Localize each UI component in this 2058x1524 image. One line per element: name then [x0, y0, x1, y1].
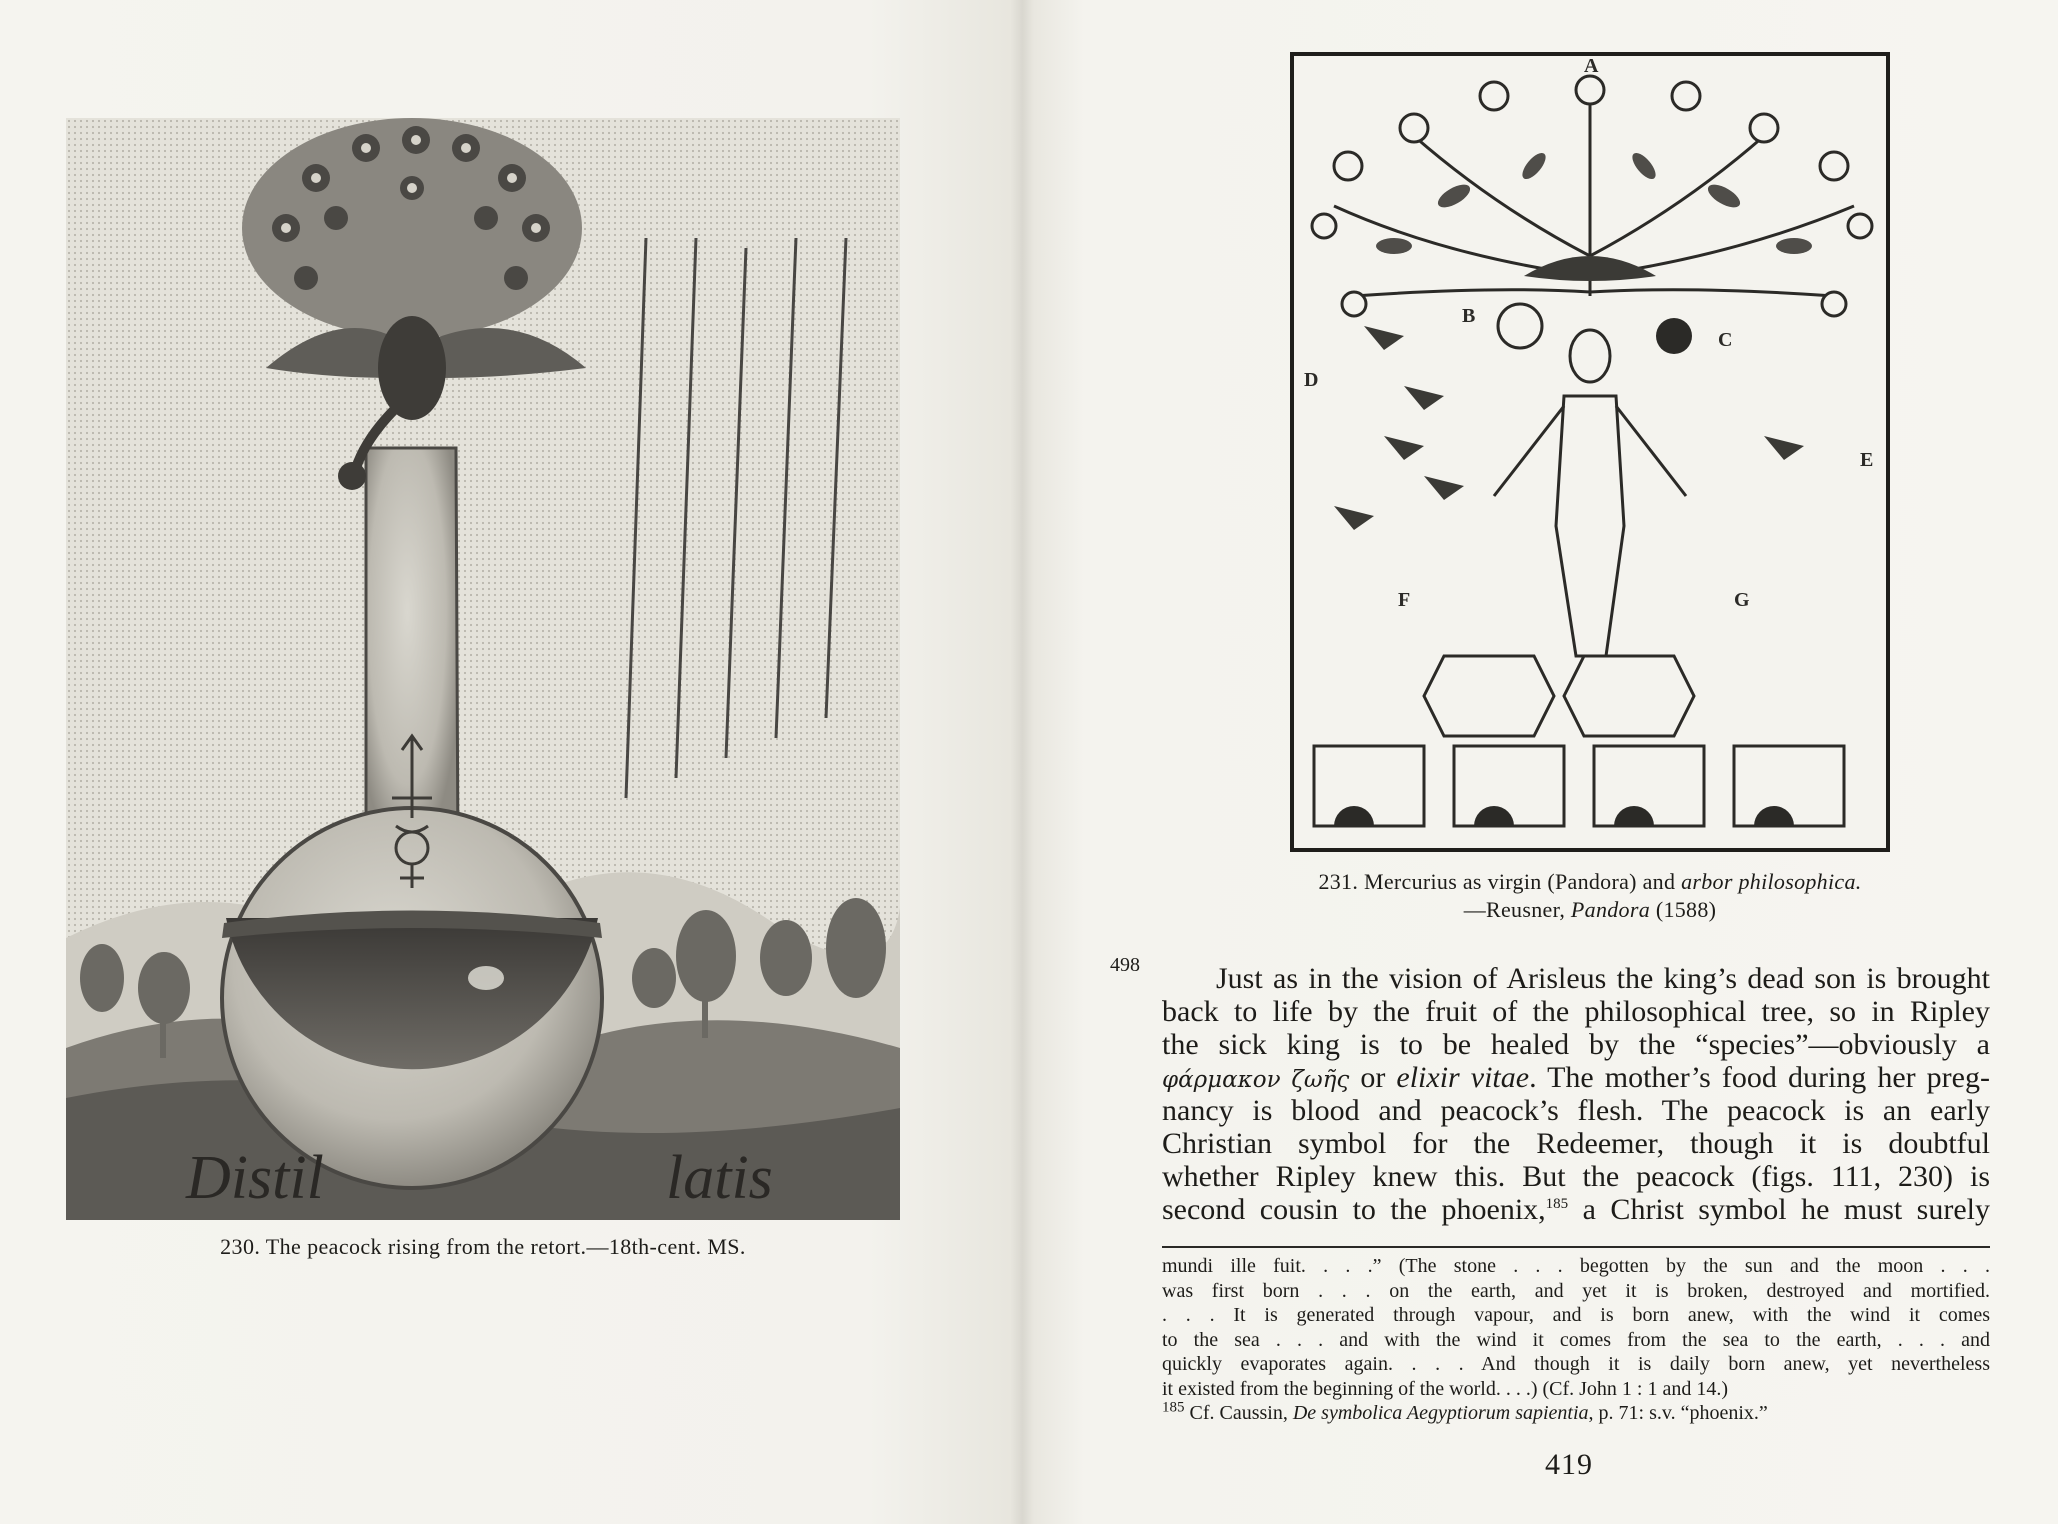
- body-line-3: the sick king is to be healed by the “species”—obviously a: [1162, 1028, 1990, 1061]
- body-line-1: Just as in the vision of Arisleus the king’s dead son is brought: [1216, 962, 1990, 995]
- figure-231-caption-text: Mercurius as virgin (Pandora) and: [1363, 869, 1682, 894]
- inscription-latis: latis: [666, 1144, 773, 1212]
- page-number: 419: [1545, 1448, 1593, 1481]
- body-line-6: Christian symbol for the Redeemer, though it is doubtful: [1162, 1127, 1990, 1160]
- footnote-ref-185: 185: [1545, 1196, 1569, 1212]
- book-gutter: [1010, 0, 1034, 1524]
- footnote-line-5: quickly evaporates again. . . . And though it is daily born anew, yet nevertheless: [1162, 1353, 1990, 1375]
- figure-230-illustration: [66, 118, 900, 1220]
- figure-231-source-year: (1588): [1650, 897, 1717, 922]
- fig231-letter-e: E: [1860, 449, 1874, 471]
- figure-230-number: 230.: [220, 1234, 261, 1259]
- figure-231-caption: [1290, 868, 1890, 924]
- footnote-line-6: it existed from the beginning of the world. . . .) (Cf. John 1 : 1 and 14.): [1162, 1377, 1729, 1400]
- body-line-2: back to life by the fruit of the philosophical tree, so in Ripley: [1162, 995, 1990, 1028]
- footnote-line-3: . . . It is generated through vapour, and is born anew, with the wind it comes: [1162, 1304, 1990, 1326]
- fig231-letter-b: B: [1462, 305, 1476, 327]
- fig231-letter-g: G: [1734, 589, 1750, 611]
- body-line-7: whether Ripley knew this. But the peacock (figs. 111, 230) is: [1162, 1160, 1990, 1193]
- footnotes: [1162, 1254, 1990, 1426]
- body-line-4-or: or: [1349, 1061, 1397, 1094]
- paragraph-number: 498: [1110, 954, 1140, 976]
- body-line-4: [1162, 1061, 1990, 1094]
- footnote-185-title: De symbolica Aegyptiorum sapientia: [1292, 1402, 1589, 1424]
- body-line-8-before: second cousin to the phoenix,: [1162, 1193, 1546, 1226]
- figure-230-caption: [66, 1234, 900, 1260]
- fig231-letter-d: D: [1304, 369, 1319, 391]
- footnote-line-2: was first born . . . on the earth, and yet it is broken, destroyed and mortified.: [1162, 1279, 1990, 1302]
- body-line-8-after: a Christ symbol he must surely: [1568, 1193, 1990, 1226]
- figure-231-source-title: Pandora: [1570, 897, 1651, 922]
- figure-231-illustration: [1290, 52, 1890, 852]
- figure-231-source: [1290, 896, 1890, 924]
- body-line-4-rest: . The mother’s food during her preg-: [1529, 1061, 1990, 1094]
- fig231-letter-f: F: [1398, 589, 1411, 611]
- footnote-185-number: 185: [1162, 1399, 1185, 1416]
- figure-231-number: 231.: [1318, 869, 1359, 894]
- footnote-line-4: to the sea . . . and with the wind it comes from the sea to the earth, . . . and: [1162, 1328, 1990, 1351]
- footnote-185-suffix: , p. 71: s.v. “phoenix.”: [1588, 1402, 1768, 1424]
- figure-231-caption-italic: arbor philosophica.: [1681, 869, 1862, 894]
- fig231-letter-c: C: [1718, 329, 1733, 351]
- footnote-line-1: mundi ille fuit. . . .” (The stone . . . begotten by the sun and the moon . . .: [1162, 1255, 1990, 1277]
- body-line-8: [1162, 1193, 1990, 1226]
- fig231-letter-a: A: [1584, 56, 1599, 77]
- inscription-distil: Distil: [186, 1144, 324, 1212]
- footnote-185-prefix: Cf. Caussin,: [1184, 1402, 1293, 1424]
- figure-230-caption-text: The peacock rising from the retort.—18th-cent. MS.: [265, 1234, 746, 1259]
- body-paragraph: [1162, 962, 1990, 1226]
- footnote-185: [1162, 1401, 1990, 1426]
- elixir-vitae: elixir vitae: [1396, 1061, 1530, 1094]
- greek-pharmakon-zoes: φάρμακον ζωῆς: [1162, 1067, 1350, 1093]
- footnote-divider: [1162, 1246, 1990, 1248]
- figure-231-source-prefix: —Reusner,: [1463, 897, 1571, 922]
- body-line-5: nancy is blood and peacock’s flesh. The peacock is an early: [1162, 1094, 1990, 1127]
